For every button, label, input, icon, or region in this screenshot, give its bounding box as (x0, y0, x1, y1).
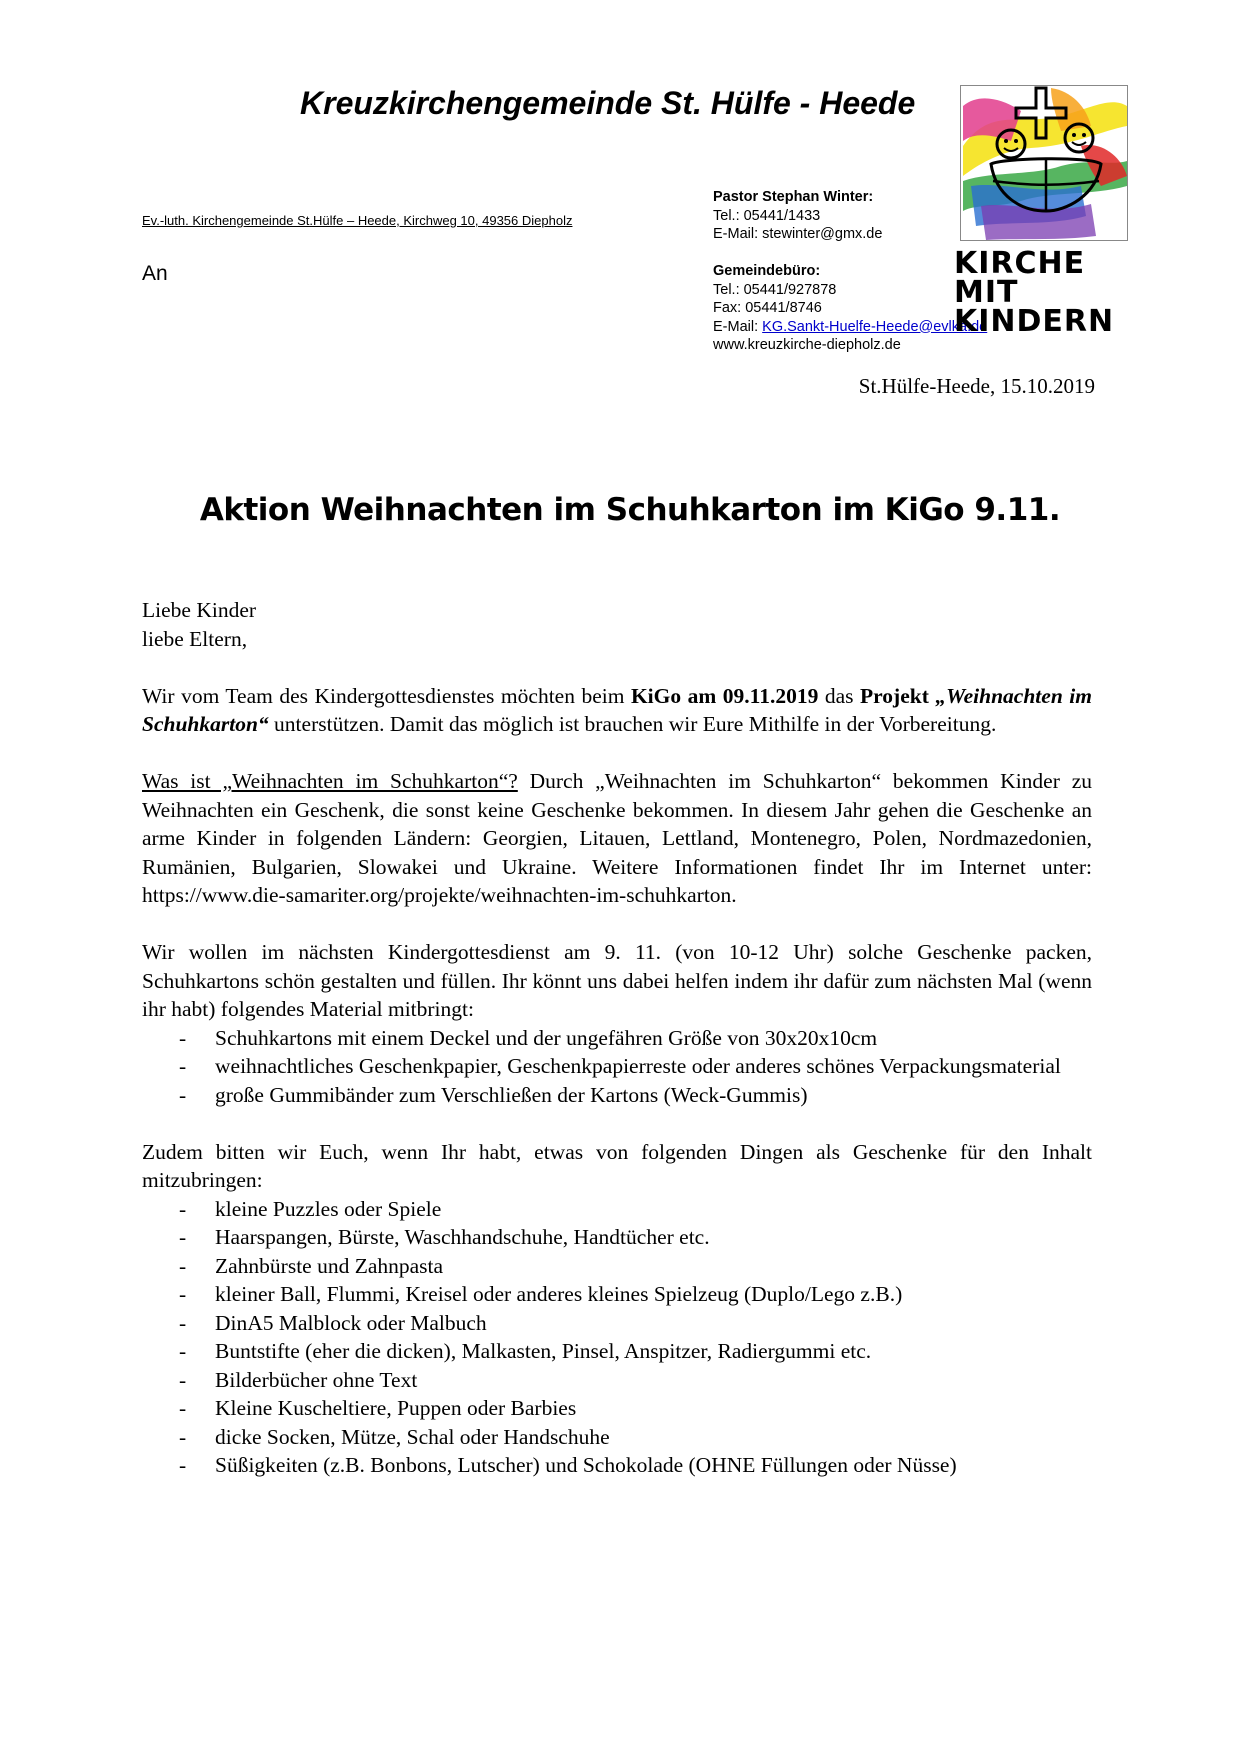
gift-item-text: Bilderbücher ohne Text (215, 1367, 418, 1392)
gift-item (142, 1309, 1092, 1338)
pastor-email: E-Mail: stewinter@gmx.de (713, 226, 883, 242)
sender-address-line: Ev.-luth. Kirchengemeinde St.Hülfe – Heede, Kirchweg 10, 49356 Diepholz (142, 213, 573, 228)
gift-item (142, 1280, 1092, 1309)
logo-illustration (961, 86, 1128, 241)
gift-item-text: kleiner Ball, Flummi, Kreisel oder anderes kleines Spielzeug (Duplo/Lego z.B.) (215, 1282, 903, 1306)
about-question: Was ist „Weihnachten im Schuhkarton“? (142, 769, 518, 793)
gift-item (142, 1252, 1092, 1281)
logo-text-line2: KINDERN (954, 304, 1115, 339)
gift-item (142, 1195, 1092, 1224)
material-item (142, 1081, 1092, 1110)
bullet-dash: - (179, 1367, 187, 1392)
bullet-dash: - (179, 1196, 187, 1221)
letter-heading: Aktion Weihnachten im Schuhkarton im KiGo 9.11. (199, 492, 1061, 528)
gift-item (142, 1223, 1092, 1252)
gift-item-text: dicke Socken, Mütze, Schal oder Handschuhe (215, 1424, 610, 1449)
office-phone: Tel.: 05441/927878 (713, 281, 837, 298)
material-item-text: Schuhkartons mit einem Deckel und der ungefähren Größe von 30x20x10cm (215, 1025, 878, 1050)
bullet-dash: - (179, 1453, 187, 1477)
recipient-label: An (142, 262, 168, 285)
pastor-label: Pastor Stephan Winter: (713, 189, 874, 205)
paragraph-about: Was ist „Weihnachten im Schuhkarton“? Durch „Weihnachten im Schuhkarton“ bekommen Kinder zu Weihnachten ein Geschenk, die sonst keine Geschenke bekommen. In diesem Jahr gehen die Geschenke an arme Kinder in folgenden Ländern: Georgien, Litauen, Lettland, Montenegro, Polen, Nordmazedonien, Rumänien, Bulgarien, Slowakei und Ukraine. Weitere Informationen findet Ihr im Internet unter: https://www.die-samariter.org/projekte/weihnachten-im-schuhkarton. (142, 769, 1092, 907)
bullet-dash: - (179, 1339, 187, 1363)
pastor-phone: Tel.: 05441/1433 (713, 207, 821, 224)
gift-item (142, 1394, 1092, 1423)
gift-item (142, 1337, 1092, 1366)
materials-list (142, 1024, 1092, 1110)
logo-text (954, 246, 1134, 339)
letter-body (142, 596, 1092, 1480)
material-item (142, 1052, 1092, 1081)
gift-item (142, 1451, 1092, 1480)
gifts-list (142, 1195, 1092, 1480)
bullet-dash: - (179, 1310, 187, 1335)
gift-item-text: Buntstifte (eher die dicken), Malkasten, Pinsel, Anspitzer, Radiergummi etc. (215, 1339, 872, 1363)
salutation-1: Liebe Kinder (142, 598, 257, 622)
paragraph-gifts: Zudem bitten wir Euch, wenn Ihr habt, etwas von folgenden Dingen als Geschenke für den Inhalt mitzubringen: (142, 1139, 1092, 1192)
gift-item-text: DinA5 Malblock oder Malbuch (215, 1310, 487, 1335)
bullet-dash: - (179, 1225, 187, 1249)
gift-item-text: kleine Puzzles oder Spiele (215, 1196, 442, 1221)
kirche-mit-kindern-logo (960, 85, 1128, 241)
contact-block (713, 188, 987, 355)
material-item-text: weihnachtliches Geschenkpapier, Geschenkpapierreste oder anderes schönes Verpackungsmaterial (215, 1054, 1061, 1078)
gift-item (142, 1423, 1092, 1452)
office-email-link[interactable]: KG.Sankt-Huelfe-Heede@evlka.de (762, 318, 988, 335)
paragraph-intro: Wir vom Team des Kindergottesdienstes möchten beim KiGo am 09.11.2019 das Projekt „Weihnachten im Schuhkarton“ unterstützen. Damit das möglich ist brauchen wir Eure Mithilfe in der Vorbereitung. (142, 683, 1092, 736)
office-label: Gemeindebüro: (713, 263, 821, 279)
salutation-2: liebe Eltern, (142, 626, 248, 651)
website: www.kreuzkirche-diepholz.de (713, 337, 901, 353)
church-title: Kreuzkirchengemeinde St. Hülfe - Heede (300, 85, 916, 121)
bullet-dash: - (179, 1082, 187, 1107)
gift-item-text: Zahnbürste und Zahnpasta (215, 1253, 444, 1278)
bullet-dash: - (179, 1054, 187, 1078)
office-fax: Fax: 05441/8746 (713, 300, 822, 316)
gift-item-text: Süßigkeiten (z.B. Bonbons, Lutscher) und Schokolade (OHNE Füllungen oder Nüsse) (215, 1453, 957, 1477)
gift-item-text: Haarspangen, Bürste, Waschhandschuhe, Handtücher etc. (215, 1225, 710, 1249)
bullet-dash: - (179, 1396, 187, 1420)
gift-item-text: Kleine Kuscheltiere, Puppen oder Barbies (215, 1396, 577, 1420)
material-item-text: große Gummibänder zum Verschließen der Kartons (Weck-Gummis) (215, 1082, 808, 1107)
bullet-dash: - (179, 1424, 187, 1449)
paragraph-materials: Wir wollen im nächsten Kindergottesdienst am 9. 11. (von 10-12 Uhr) solche Geschenke packen, Schuhkartons schön gestalten und füllen. Ihr könnt uns dabei helfen indem ihr dafür zum nächsten Mal (wenn ihr habt) folgendes Material mitbringt: (142, 940, 1092, 1021)
material-item (142, 1024, 1092, 1053)
gift-item (142, 1366, 1092, 1395)
logo-text-line1: KIRCHE MIT (954, 246, 1086, 310)
bullet-dash: - (179, 1253, 187, 1278)
bullet-dash: - (179, 1025, 187, 1050)
bullet-dash: - (179, 1282, 187, 1306)
office-email-row: E-Mail: KG.Sankt-Huelfe-Heede@evlka.de (713, 318, 988, 335)
letter-date: St.Hülfe-Heede, 15.10.2019 (858, 374, 1095, 398)
